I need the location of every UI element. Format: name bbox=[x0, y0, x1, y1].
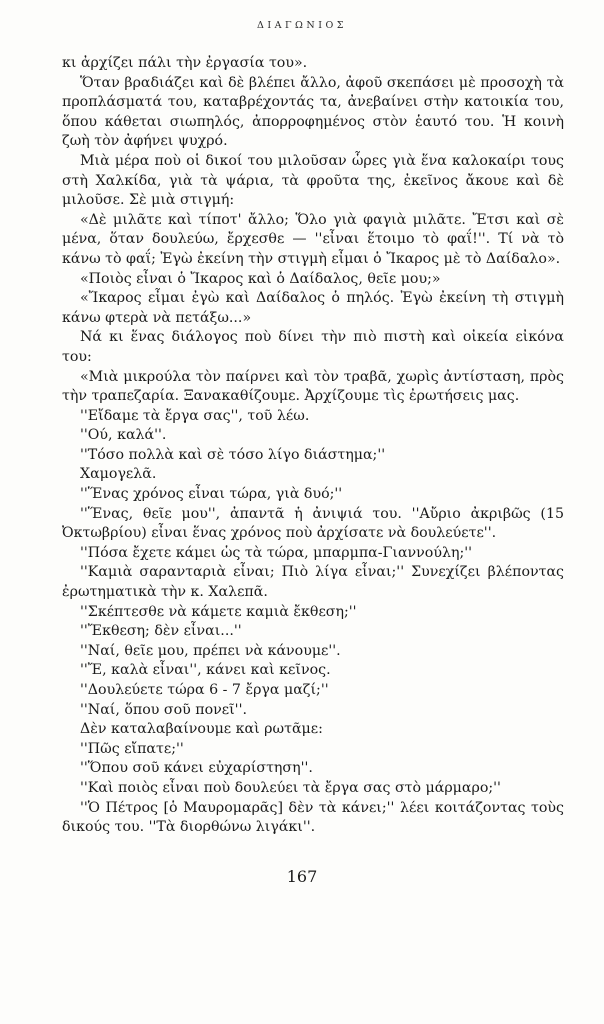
page-number: 167 bbox=[286, 867, 318, 886]
paragraph: ''Δουλεύετε τώρα 6 - 7 ἔργα μαζί;'' bbox=[80, 682, 329, 698]
paragraph: ''Εἴδαμε τὰ ἔργα σας'', τοῦ λέω. bbox=[80, 407, 310, 424]
paragraph: Ὅταν βραδιάζει καὶ δὲ βλέπει ἄλλο, ἀφοῦ σκεπάσει μὲ προσοχὴ τὰ προπλάσματά του, καταβρέχοντάς τα, ἀνεβαίνει στὴν κατοικία του, ὅπου κάθεται σιωπηλός, ἀπορροφημένος στὸν ἑαυτό του. Ἡ κοινὴ ζωὴ τὸν ἀφήνει ψυχρό. bbox=[62, 74, 564, 150]
paragraph: ''Ού, καλά''. bbox=[80, 427, 167, 444]
paragraph: Χαμογελᾶ. bbox=[80, 466, 157, 483]
paragraph: Μιὰ μέρα ποὺ οἱ δικοί του μιλοῦσαν ὧρες γιὰ ἕνα καλοκαίρι τους στὴ Χαλκίδα, γιὰ τὰ ψάρια, τὰ φροῦτα της, ἐκεῖνος ἄκουε καὶ δὲ μιλοῦσε. Σὲ μιὰ στιγμή: bbox=[62, 152, 564, 209]
paragraph: «Ποιὸς εἶναι ὁ Ἴκαρος καὶ ὁ Δαίδαλος, θεῖε μου;» bbox=[80, 270, 441, 287]
paragraph: ''Πῶς εἴπατε;'' bbox=[80, 740, 184, 757]
paragraph: ''Καμιὰ σαρανταριὰ εἶναι; Πιὸ λίγα εἶναι;'' Συνεχίζει βλέποντας ἐρωτηματικὰ τὴν κ. Χαλεπᾶ. bbox=[62, 564, 564, 601]
paragraph: ''Ἕνας χρόνος εἶναι τώρα, γιὰ δυό;'' bbox=[80, 486, 343, 503]
paragraph: «Μιὰ μικρούλα τὸν παίρνει καὶ τὸν τραβᾶ, χωρὶς ἀντίσταση, πρὸς τὴν τραπεζαρία. Ξανακαθίζουμε. Ἀρχίζουμε τὶς ἐρωτήσεις μας. bbox=[62, 368, 564, 405]
paragraph: κι ἀρχίζει πάλι τὴν ἐργασία του». bbox=[62, 55, 308, 71]
paragraph: ''Ἔ, καλὰ εἶναι'', κάνει καὶ κεῖνος. bbox=[80, 662, 331, 679]
paragraph: ''Καὶ ποιὸς εἶναι ποὺ δουλεύει τὰ ἔργα σας στὸ μάρμαρο;'' bbox=[80, 779, 501, 796]
paragraph: ''Ὅπου σοῦ κάνει εὐχαρίστηση''. bbox=[80, 760, 313, 777]
paragraph: «Δὲ μιλᾶτε καὶ τίποτ' ἄλλο; Ὅλο γιὰ φαγιὰ μιλᾶτε. Ἔτσι καὶ σὲ μένα, ὅταν δουλεύω, ἔρχεσθε — ''εἶναι ἕτοιμο τὸ φαΐ!''. Τί νὰ τὸ κάνω τὸ φαΐ; Ἐγὼ ἐκείνη τὴν στιγμὴ εἶμαι ὁ Ἴκαρος μὲ τὸ Δαίδαλο». bbox=[62, 211, 564, 267]
paragraph: ''Πόσα ἔχετε κάμει ὡς τὰ τώρα, μπαρμπα-Γιαννούλη;'' bbox=[80, 544, 473, 561]
paragraph: Νά κι ἕνας διάλογος ποὺ δίνει τὴν πιὸ πιστὴ καὶ οἰκεία εἰκόνα του: bbox=[62, 329, 564, 365]
paragraph: ''Ἕνας, θεῖε μου'', ἀπαντᾶ ἡ ἀνιψιά του. ''Αὔριο ἀκριβῶς (15 Ὀκτωβρίου) εἶναι ἕνας χρόνος ποὺ ἀρχίσατε νὰ δουλεύετε''. bbox=[62, 505, 564, 542]
paragraph: ''Τόσο πολλὰ καὶ σὲ τόσο λίγο διάστημα;'' bbox=[80, 446, 386, 463]
paragraph: ''Σκέπτεσθε νὰ κάμετε καμιὰ ἔκθεση;'' bbox=[80, 603, 357, 620]
paragraph: «Ἴκαρος εἶμαι ἐγὼ καὶ Δαίδαλος ὁ πηλός. Ἐγὼ ἐκείνη τὴ στιγμὴ κάνω φτερὰ νὰ πετάξω...» bbox=[62, 290, 564, 326]
body-text bbox=[62, 54, 564, 838]
paragraph: ''Ὁ Πέτρος [ὁ Μαυρομαρᾶς] δὲν τὰ κάνει;'' λέει κοιτάζοντας τοὺς δικούς του. ''Τὰ διορθώνω λιγάκι''. bbox=[62, 799, 564, 836]
paragraph: Δὲν καταλαβαίνουμε καὶ ρωτᾶμε: bbox=[80, 721, 323, 738]
paragraph: ''Ἔκθεση; δὲν εἶναι...'' bbox=[80, 623, 242, 640]
paragraph: ''Ναί, ὅπου σοῦ πονεῖ''. bbox=[80, 701, 247, 718]
paragraph: ''Ναί, θεῖε μου, πρέπει νὰ κάνουμε''. bbox=[80, 642, 341, 659]
running-head: ΔΙΑΓΩΝΙΟΣ bbox=[256, 20, 347, 31]
